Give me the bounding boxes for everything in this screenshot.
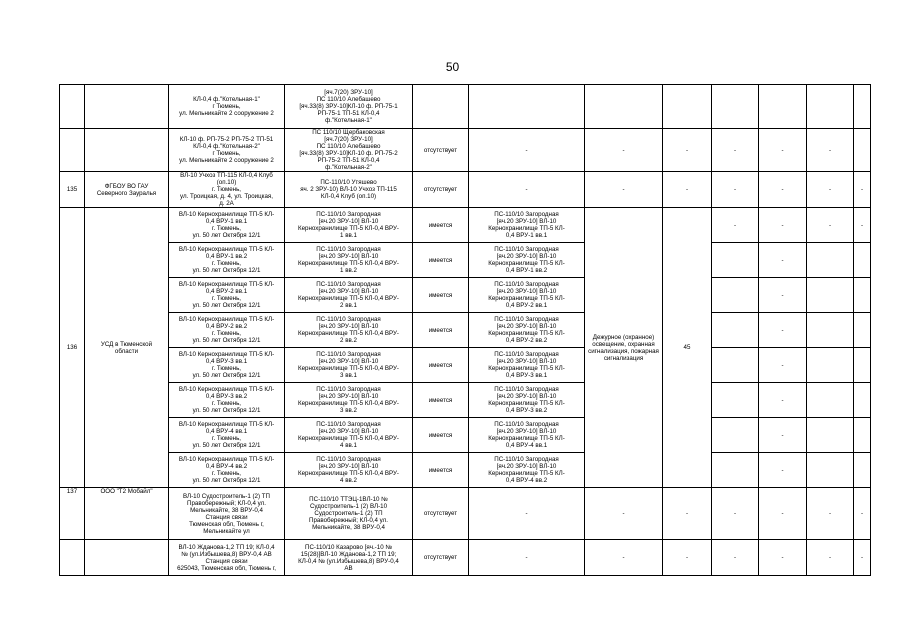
cell-reserve-scheme: ПС-110/10 Загородная [яч.20 ЗРУ-10] ВЛ-10 Кернохранилище ТП-5 КЛ- 0,4 ВРУ-3 вв.1 bbox=[469, 348, 585, 383]
cell-col10 bbox=[759, 85, 807, 129]
cell-col12 bbox=[854, 243, 871, 278]
cell-reserve: имеется bbox=[413, 243, 469, 278]
cell-col10: - bbox=[759, 243, 807, 278]
cell-object: ВЛ-10 Кернохранилище ТП-5 КЛ- 0,4 ВРУ-3 вв.1 г. Тюмень, ул. 50 лет Октября 12/1 bbox=[169, 348, 285, 383]
document-table bbox=[59, 84, 871, 576]
cell-measures: - bbox=[585, 172, 663, 208]
cell-reserve-scheme: - bbox=[469, 129, 585, 172]
cell-col12 bbox=[854, 85, 871, 129]
table-row bbox=[60, 348, 871, 383]
cell-reserve: имеется bbox=[413, 208, 469, 243]
cell-col9: - bbox=[712, 129, 759, 172]
cell-reserve: имеется bbox=[413, 278, 469, 313]
cell-col10: - bbox=[759, 208, 807, 243]
cell-scheme: ПС-110/10 Загородная [яч.20 ЗРУ-10] ВЛ-10 Кернохранилище ТП-5 КЛ-0,4 ВРУ- 1 вв.2 bbox=[285, 243, 413, 278]
cell-organization: ФГБОУ ВО ГАУ Северного Зауралья bbox=[85, 172, 169, 208]
cell-object: ВЛ-10 Жданова-1,2 ТП 19; КЛ-0,4 № (ул.Избышева,8) ВРУ-0,4 АВ Станция связи 625043, Тюменская обл, Тюмень г, bbox=[169, 540, 285, 576]
cell-measures: - bbox=[585, 540, 663, 576]
cell-object: КЛ-0,4 ф."Котельная-1" г Тюмень, ул. Мельникайте 2 сооружение 2 bbox=[169, 85, 285, 129]
cell-col12 bbox=[854, 418, 871, 453]
cell-scheme: [яч.7(20) ЗРУ-10] ПС 110/10 Алебашево [яч.33(8) ЗРУ-10]КЛ-10 ф. РП-75-1 РП-75-1 ТП-51 КЛ-0,4 ф."Котельная-1" bbox=[285, 85, 413, 129]
cell-reserve bbox=[413, 85, 469, 129]
cell-object: ВЛ-10 Судостроитель-1 (2) ТП Правобережный; КЛ-0,4 ул. Мельникайте, 38 ВРУ-0,4 Станция связи Тюменская обл, Тюмень г, Мельникайте ул bbox=[169, 488, 285, 540]
cell-measures: Дежурное (охранное) освещение, охранная сигнализация, пожарная сигнализация bbox=[585, 208, 663, 488]
cell-col10: - bbox=[759, 278, 807, 313]
cell-reserve-scheme: ПС-110/10 Загородная [яч.20 ЗРУ-10] ВЛ-10 Кернохранилище ТП-5 КЛ- 0,4 ВРУ-2 вв.2 bbox=[469, 313, 585, 348]
cell-col11 bbox=[807, 453, 854, 488]
table-row bbox=[60, 540, 871, 576]
table-row bbox=[60, 172, 871, 208]
cell-value: - bbox=[663, 540, 712, 576]
cell-col9 bbox=[712, 383, 759, 418]
cell-object: ВЛ-10 Кернохранилище ТП-5 КЛ- 0,4 ВРУ-2 вв.2 г. Тюмень, ул. 50 лет Октября 12/1 bbox=[169, 313, 285, 348]
cell-scheme: ПС-110/10 Загородная [яч.20 ЗРУ-10] ВЛ-10 Кернохранилище ТП-5 КЛ-0,4 ВРУ- 2 вв.2 bbox=[285, 313, 413, 348]
cell-object: ВЛ-10 Кернохранилище ТП-5 КЛ- 0,4 ВРУ-4 вв.1 г. Тюмень, ул. 50 лет Октября 12/1 bbox=[169, 418, 285, 453]
cell-reserve-scheme: ПС-110/10 Загородная [яч.20 ЗРУ-10] ВЛ-10 Кернохранилище ТП-5 КЛ- 0,4 ВРУ-4 вв.1 bbox=[469, 418, 585, 453]
cell-col12 bbox=[854, 453, 871, 488]
cell-col9: - bbox=[712, 540, 759, 576]
table-row bbox=[60, 488, 871, 540]
cell-col11 bbox=[807, 313, 854, 348]
cell-col9 bbox=[712, 418, 759, 453]
cell-col9 bbox=[712, 243, 759, 278]
cell-reserve: имеется bbox=[413, 383, 469, 418]
page-number: 50 bbox=[445, 60, 460, 74]
cell-reserve-scheme: ПС-110/10 Загородная [яч.20 ЗРУ-10] ВЛ-10 Кернохранилище ТП-5 КЛ- 0,4 ВРУ-2 вв.1 bbox=[469, 278, 585, 313]
cell-reserve-scheme: ПС-110/10 Загородная [яч.20 ЗРУ-10] ВЛ-10 Кернохранилище ТП-5 КЛ- 0,4 ВРУ-4 вв.2 bbox=[469, 453, 585, 488]
cell-organization: ООО "Т2 Мобайл" bbox=[85, 488, 169, 540]
table-row bbox=[60, 243, 871, 278]
cell-organization bbox=[85, 129, 169, 172]
table-row bbox=[60, 208, 871, 243]
table-row bbox=[60, 85, 871, 129]
cell-scheme: ПС-110/10 Загородная [яч.20 ЗРУ-10] ВЛ-10 Кернохранилище ТП-5 КЛ-0,4 ВРУ- 1 вв.1 bbox=[285, 208, 413, 243]
cell-scheme: ПС-110/10 Загородная [яч.20 ЗРУ-10] ВЛ-10 Кернохранилище ТП-5 КЛ-0,4 ВРУ- 2 вв.1 bbox=[285, 278, 413, 313]
cell-reserve: имеется bbox=[413, 453, 469, 488]
cell-reserve: имеется bbox=[413, 418, 469, 453]
cell-reserve-scheme: - bbox=[469, 488, 585, 540]
cell-reserve: имеется bbox=[413, 348, 469, 383]
cell-number bbox=[60, 540, 85, 576]
cell-object: ВЛ-10 Кернохранилище ТП-5 КЛ- 0,4 ВРУ-4 вв.2 г. Тюмень, ул. 50 лет Октября 12/1 bbox=[169, 453, 285, 488]
cell-scheme: ПС 110/10 Щербаковская [яч.7(20) ЗРУ-10] ПС 110/10 Алебашево [яч.33(8) ЗРУ-10]КЛ-10 ф. РП-75-2 РП-75-2 ТП-51 КЛ-0,4 ф."Котельная-2" bbox=[285, 129, 413, 172]
cell-reserve: имеется bbox=[413, 313, 469, 348]
cell-col11 bbox=[807, 278, 854, 313]
cell-value: 45 bbox=[663, 208, 712, 488]
cell-reserve: отсутствует bbox=[413, 129, 469, 172]
cell-organization bbox=[85, 540, 169, 576]
cell-object: ВЛ-10 Кернохранилище ТП-5 КЛ- 0,4 ВРУ-2 вв.1 г. Тюмень, ул. 50 лет Октября 12/1 bbox=[169, 278, 285, 313]
cell-scheme: ПС-110/10 Загородная [яч.20 ЗРУ-10] ВЛ-10 Кернохранилище ТП-5 КЛ-0,4 ВРУ- 4 вв.1 bbox=[285, 418, 413, 453]
cell-col10: - bbox=[759, 453, 807, 488]
cell-organization: УСД в Тюменской области bbox=[85, 208, 169, 488]
cell-col10: - bbox=[759, 172, 807, 208]
cell-col9 bbox=[712, 348, 759, 383]
cell-col12: - bbox=[854, 540, 871, 576]
cell-object: ВЛ-10 Кернохранилище ТП-5 КЛ- 0,4 ВРУ-3 вв.2 г. Тюмень, ул. 50 лет Октября 12/1 bbox=[169, 383, 285, 418]
cell-col11: - bbox=[807, 208, 854, 243]
cell-col10: - bbox=[759, 540, 807, 576]
cell-col12 bbox=[854, 348, 871, 383]
cell-col11 bbox=[807, 418, 854, 453]
cell-number: 137 bbox=[60, 488, 85, 540]
cell-number: 136 bbox=[60, 208, 85, 488]
cell-col12: - bbox=[854, 208, 871, 243]
cell-object: КЛ-10 ф. РП-75-2 РП-75-2 ТП-51 КЛ-0,4 ф."Котельная-2" г Тюмень, ул. Мельникайте 2 сооружение 2 bbox=[169, 129, 285, 172]
cell-organization bbox=[85, 85, 169, 129]
cell-col11: - bbox=[807, 129, 854, 172]
cell-reserve-scheme: ПС-110/10 Загородная [яч.20 ЗРУ-10] ВЛ-10 Кернохранилище ТП-5 КЛ- 0,4 ВРУ-3 вв.2 bbox=[469, 383, 585, 418]
table-row bbox=[60, 383, 871, 418]
cell-col12 bbox=[854, 383, 871, 418]
table-row bbox=[60, 278, 871, 313]
cell-col9: - bbox=[712, 208, 759, 243]
cell-number bbox=[60, 129, 85, 172]
cell-col10: - bbox=[759, 383, 807, 418]
cell-col12 bbox=[854, 129, 871, 172]
cell-col10: - bbox=[759, 313, 807, 348]
cell-object: ВЛ-10 Учхоз ТП-115 КЛ-0,4 Клуб (оп.10) г. Тюмень, ул. Троицкая, д. 4, ул. Троицкая, д. 2А bbox=[169, 172, 285, 208]
cell-col10: - bbox=[759, 348, 807, 383]
cell-col9 bbox=[712, 85, 759, 129]
cell-col9 bbox=[712, 453, 759, 488]
table-row bbox=[60, 453, 871, 488]
cell-value: - bbox=[663, 488, 712, 540]
cell-col11: - bbox=[807, 540, 854, 576]
table-row bbox=[60, 129, 871, 172]
cell-col11: - bbox=[807, 172, 854, 208]
cell-reserve-scheme: ПС-110/10 Загородная [яч.20 ЗРУ-10] ВЛ-10 Кернохранилище ТП-5 КЛ- 0,4 ВРУ-1 вв.1 bbox=[469, 208, 585, 243]
cell-measures bbox=[585, 85, 663, 129]
cell-value: - bbox=[663, 172, 712, 208]
cell-col11 bbox=[807, 383, 854, 418]
cell-scheme: ПС-110/10 Казарово [яч.-10 № 15(28)]ВЛ-10 Жданова-1,2 ТП 19; КЛ-0,4 № (ул.Избышева,8) ВРУ-0,4 АВ bbox=[285, 540, 413, 576]
cell-col11 bbox=[807, 243, 854, 278]
cell-col11: - bbox=[807, 488, 854, 540]
cell-col10: - bbox=[759, 418, 807, 453]
cell-reserve: отсутствует bbox=[413, 172, 469, 208]
cell-reserve-scheme: ПС-110/10 Загородная [яч.20 ЗРУ-10] ВЛ-10 Кернохранилище ТП-5 КЛ- 0,4 ВРУ-1 вв.2 bbox=[469, 243, 585, 278]
cell-col11 bbox=[807, 85, 854, 129]
cell-col9: - bbox=[712, 488, 759, 540]
cell-reserve-scheme: - bbox=[469, 172, 585, 208]
cell-measures: - bbox=[585, 129, 663, 172]
cell-col9 bbox=[712, 313, 759, 348]
table-row bbox=[60, 313, 871, 348]
cell-reserve: отсутствует bbox=[413, 488, 469, 540]
cell-object: ВЛ-10 Кернохранилище ТП-5 КЛ- 0,4 ВРУ-1 вв.2 г. Тюмень, ул. 50 лет Октября 12/1 bbox=[169, 243, 285, 278]
cell-col12: - bbox=[854, 172, 871, 208]
cell-value bbox=[663, 85, 712, 129]
cell-scheme: ПС-110/10 ТТЭЦ-1ВЛ-10 № Судостроитель-1 (2) ВЛ-10 Судостроитель-1 (2) ТП Правобережный; КЛ-0,4 ул. Мельникайте, 38 ВРУ-0,4 bbox=[285, 488, 413, 540]
cell-reserve-scheme bbox=[469, 85, 585, 129]
cell-reserve-scheme: - bbox=[469, 540, 585, 576]
cell-number: 135 bbox=[60, 172, 85, 208]
cell-col10: - bbox=[759, 129, 807, 172]
cell-value: - bbox=[663, 129, 712, 172]
cell-scheme: ПС-110/10 Утяшево яч. 2 ЗРУ-10) ВЛ-10 Учхоз ТП-115 КЛ-0,4 Клуб (оп.10) bbox=[285, 172, 413, 208]
table-row bbox=[60, 418, 871, 453]
cell-scheme: ПС-110/10 Загородная [яч.20 ЗРУ-10] ВЛ-10 Кернохранилище ТП-5 КЛ-0,4 ВРУ- 3 вв.1 bbox=[285, 348, 413, 383]
cell-col11 bbox=[807, 348, 854, 383]
cell-object: ВЛ-10 Кернохранилище ТП-5 КЛ- 0,4 ВРУ-1 вв.1 г. Тюмень, ул. 50 лет Октября 12/1 bbox=[169, 208, 285, 243]
cell-col12: - bbox=[854, 488, 871, 540]
cell-reserve: отсутствует bbox=[413, 540, 469, 576]
cell-col12 bbox=[854, 313, 871, 348]
cell-col12 bbox=[854, 278, 871, 313]
cell-col9: - bbox=[712, 172, 759, 208]
cell-scheme: ПС-110/10 Загородная [яч.20 ЗРУ-10] ВЛ-10 Кернохранилище ТП-5 КЛ-0,4 ВРУ- 4 вв.2 bbox=[285, 453, 413, 488]
cell-scheme: ПС-110/10 Загородная [яч.20 ЗРУ-10] ВЛ-10 Кернохранилище ТП-5 КЛ-0,4 ВРУ- 3 вв.2 bbox=[285, 383, 413, 418]
cell-measures: - bbox=[585, 488, 663, 540]
cell-number bbox=[60, 85, 85, 129]
cell-col9 bbox=[712, 278, 759, 313]
cell-col10: - bbox=[759, 488, 807, 540]
